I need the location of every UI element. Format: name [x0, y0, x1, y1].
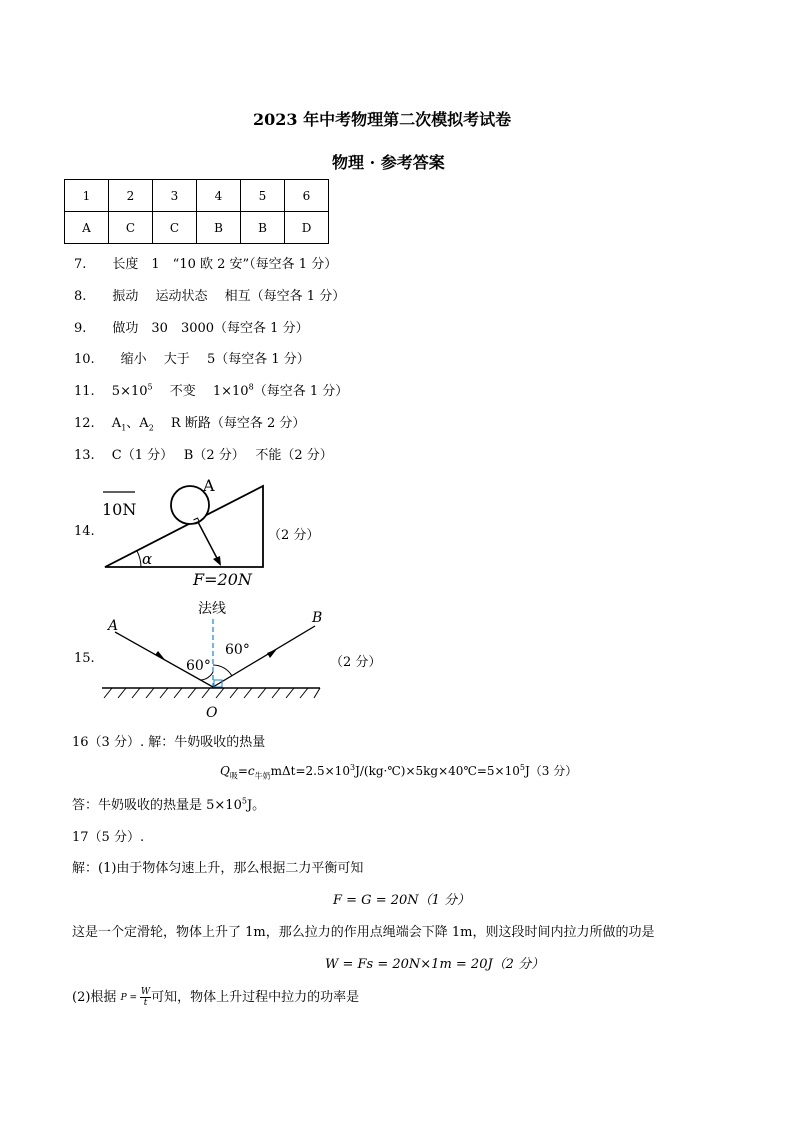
exponent: 5 [241, 796, 247, 806]
incline-force-diagram [95, 470, 270, 590]
table-cell: D [285, 212, 329, 244]
mirror-hatching [104, 688, 320, 698]
point-label: O [206, 705, 218, 721]
force-label: F=20N [193, 570, 252, 589]
normal-label: 法线 [198, 601, 226, 617]
answer-17-equation-2: W = Fs = 20N×1m = 20J（2 分） [325, 957, 545, 972]
formula-lhs: P = [120, 993, 138, 1003]
table-cell: 6 [285, 180, 329, 212]
force-arrowhead [213, 556, 221, 566]
angle-label: α [142, 550, 153, 568]
table-cell: B [197, 212, 241, 244]
reflection-diagram [100, 597, 325, 722]
answer-12-part: R 断路（每空各 2 分） [153, 416, 306, 431]
formula-part: mΔt=2.5×10 [270, 764, 350, 778]
reflected-angle-label: 60° [225, 642, 250, 658]
answer-table [64, 179, 329, 244]
fraction [140, 987, 151, 1008]
answer-10: 10. 缩小 大于 5（每空各 1 分） [74, 352, 310, 367]
exponent: 3 [349, 763, 356, 772]
subscript: 1 [121, 423, 127, 433]
page-title: 2023 年中考物理第二次模拟考试卷 [253, 110, 512, 129]
reflected-arrowhead [267, 649, 277, 658]
answer-12-part: 12. A [74, 416, 122, 431]
table-cell: C [109, 212, 153, 244]
answer-12 [74, 412, 305, 431]
line-part: (2)根据 [72, 990, 117, 1005]
answer-16-heading: 16（3 分）. 解：牛奶吸收的热量 [72, 735, 266, 750]
table-cell: 5 [241, 180, 285, 212]
answer-table-answer-row [65, 212, 329, 244]
power-formula [121, 987, 152, 1008]
answer-11-part: 不变 1×10 [152, 384, 249, 399]
table-cell: 2 [109, 180, 153, 212]
table-cell: 4 [197, 180, 241, 212]
ball-label: A [203, 476, 215, 495]
exponent: 5 [147, 382, 153, 392]
force-arrow [198, 522, 219, 562]
angle-arc [137, 551, 141, 567]
exponent: 8 [248, 382, 254, 392]
answer-15-score: （2 分） [330, 655, 382, 670]
table-cell: C [153, 212, 197, 244]
answer-16-formula [220, 762, 577, 779]
answer-8: 8. 振动 运动状态 相互（每空各 1 分） [74, 289, 346, 304]
answer-17-heading: 17（5 分）. [72, 830, 145, 845]
answer-16-conclusion [72, 794, 265, 813]
answer-17-line-2: 这是一个定滑轮，物体上升了 1m，那么拉力的作用点绳端会下降 1m，则这段时间内拉力所做的功是 [72, 925, 655, 940]
formula-part: =c [237, 764, 255, 778]
answer-17-equation-1: F = G = 20N（1 分） [333, 893, 471, 908]
answer-7: 7. 长度 1 “10 欧 2 安”（每空各 1 分） [74, 257, 338, 272]
conclusion-part: J。 [246, 798, 266, 813]
table-cell: 1 [65, 180, 109, 212]
exponent: 5 [519, 763, 525, 772]
conclusion-part: 答：牛奶吸收的热量是 5×10 [72, 798, 242, 813]
subscript: 吸 [229, 771, 238, 781]
answer-13: 13. C（1 分） B（2 分） 不能（2 分） [74, 448, 333, 463]
ray-in-label: A [108, 618, 119, 634]
fraction-denominator: t [143, 998, 148, 1008]
formula-part: Q [220, 764, 230, 778]
page-subtitle: 物理 · 参考答案 [332, 153, 445, 172]
line-part: 可知，物体上升过程中拉力的功率是 [151, 990, 360, 1005]
formula-part: J/(kg·℃)×5kg×40℃=5×10 [355, 764, 520, 778]
answer-12-part: 、A [126, 416, 149, 431]
subscript: 牛奶 [254, 771, 271, 781]
table-cell: A [65, 212, 109, 244]
reflected-angle-arc [213, 665, 232, 676]
subscript: 2 [148, 423, 154, 433]
answer-17-line-3 [72, 986, 359, 1008]
answer-11-part: （每空各 1 分） [253, 384, 349, 399]
answer-11-part: 11. 5×10 [74, 384, 148, 399]
answer-11 [74, 380, 348, 399]
table-cell: B [241, 212, 285, 244]
answer-17-line-1: 解：(1)由于物体匀速上升，那么根据二力平衡可知 [72, 861, 364, 876]
answer-table-number-row [65, 180, 329, 212]
incident-angle-label: 60° [186, 658, 211, 674]
table-cell: 3 [153, 180, 197, 212]
answer-9: 9. 做功 30 3000（每空各 1 分） [74, 321, 309, 336]
answer-15-label: 15. [74, 651, 95, 666]
answer-14-label: 14. [74, 524, 95, 539]
answer-14-score: （2 分） [268, 528, 320, 543]
fraction-numerator: W [140, 987, 151, 997]
ray-out-label: B [312, 610, 323, 626]
scale-label: 10N [102, 500, 137, 519]
formula-part: J（3 分） [524, 764, 578, 778]
